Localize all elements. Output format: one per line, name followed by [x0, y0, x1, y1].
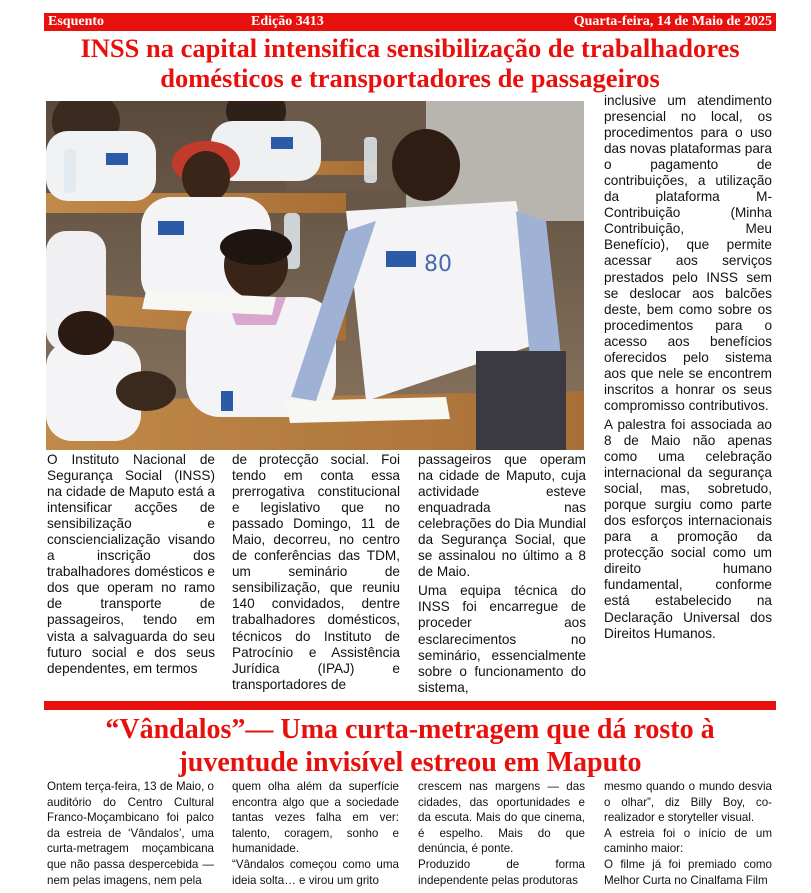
seminar-photo-illustration — [46, 101, 584, 450]
article2-col4-paragraph-3: O filme já foi premiado como Melhor Curta no Cinalfama Film — [604, 857, 772, 887]
article1-column-1 — [47, 452, 215, 677]
article1-col3-paragraph-1: passageiros que operam na cidade de Maputo, cuja actividade esteve enquadrada nas celebrações do Dia Mundial da Segurança Social, que se assinalou no último a 8 de Maio. — [418, 452, 586, 580]
shirt-logo-number: 80 — [424, 252, 452, 277]
section-divider — [44, 701, 776, 710]
article2-headline: “Vândalos”— Uma curta-metragem que dá rosto à juventude invisível estreou em Maputo — [105, 714, 715, 778]
masthead-bar — [44, 13, 776, 31]
edition-number: Edição 3413 — [251, 14, 324, 29]
article2-col2-paragraph-1: quem olha além da superfície encontra algo que a sociedade tantas vezes falha em ver: talento, coragem, sonho e humanidade. — [232, 780, 399, 856]
article2-column-3 — [418, 779, 585, 888]
article1-photo — [46, 101, 584, 450]
article2-column-1 — [47, 779, 214, 888]
article2-col2-paragraph-2: “Vândalos começou como uma ideia solta… e virou um grito — [232, 857, 399, 887]
article2-column-4 — [604, 779, 772, 888]
article1-col1-text: O Instituto Nacional de Segurança Social (INSS) na cidade de Maputo está a intensificar acções de sensibilização e consciencialização visando a inscrição dos trabalhadores domésticos e dos que operam no ramo de transporte de passageiros, tendo em vista a salvaguarda do seu futuro social e dos seus dependentes, em termos — [47, 452, 215, 676]
article2-column-2 — [232, 779, 399, 888]
article1-col3-paragraph-2: Uma equipa técnica do INSS foi encarregue de proceder aos esclarecimentos no seminário, essencialmente sobre o funcionamento do sistema, — [418, 583, 586, 695]
issue-date: Quarta-feira, 14 de Maio de 2025 — [573, 14, 772, 29]
article2-col4-paragraph-1: mesmo quando o mundo desvia o olhar”, diz Billy Boy, co-realizador e storyteller visual. — [604, 780, 772, 825]
article1-column-3 — [418, 452, 586, 696]
section-name: Esquento — [48, 14, 105, 29]
article1-col2-text: de protecção social. Foi tendo em conta essa prerrogativa constitucional e legislativo que no passado Domingo, 11 de Maio, decorreu, no centro de conferências das TDM, um seminário de sensibilização, que reuniu 140 convidados, dentre trabalhadores domésticos, técnicos do Instituto de Patrocínio e Assistência Jurídica (IPAJ) e transportadores de — [232, 452, 400, 692]
article1-column-4 — [604, 93, 772, 642]
article2-col4-paragraph-2: A estreia foi o início de um caminho maior: — [604, 826, 772, 856]
article2-col1-text: Ontem terça-feira, 13 de Maio, o auditório do Centro Cultural Franco-Moçambicano foi palco da estreia de ‘Vândalos’, uma curta-metragem moçambicana que não passa despercebida — nem pelas imagens, nem pela — [47, 780, 214, 887]
article2-col3-paragraph-1: crescem nas margens — das cidades, das oportunidades e da escuta. Mais do que cinema, é espelho. Mais do que denúncia, é ponte. — [418, 780, 585, 856]
article2-col3-paragraph-2: Produzido de forma independente pelas produtoras — [418, 857, 585, 887]
article1-column-2 — [232, 452, 400, 693]
article1-col4-paragraph-2: A palestra foi associada ao 8 de Maio não apenas como uma celebração internacional da segurança social, mas, sobretudo, porque surgiu como parte dos esforços internacionais para a promoção da protecção social como um direito humano fundamental, conforme está estabelecido na Declaração Universal dos Direitos Humanos. — [604, 416, 772, 641]
article1-col4-paragraph-1: inclusive um atendimento presencial no local, os procedimentos para o uso das novas plataformas para o pagamento de contribuições, a utilização da plataforma M-Contribuição (Minha Contribuição, Meu Benefício), que permite acessar aos serviços prestados pelo INSS sem se deslocar aos balcões deste, bem como sobre os procedimentos para o acesso aos benefícios oferecidos pelo sistema aos que nele se encontrem inscritos a honrar os seus compromisso contributivos. — [604, 93, 772, 413]
article1-headline: INSS na capital intensifica sensibilização de trabalhadores domésticos e transportadores de passageiros — [80, 33, 740, 93]
